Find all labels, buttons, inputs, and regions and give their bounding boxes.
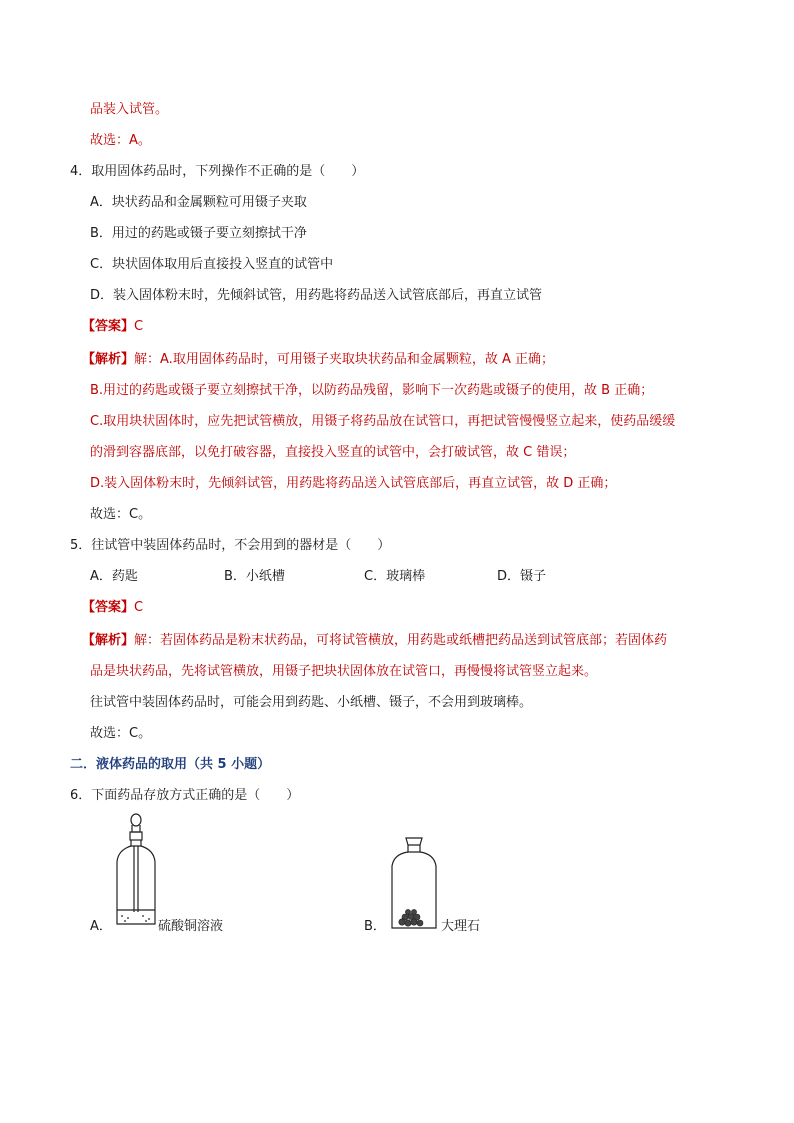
q5-conclusion: 故选：C。 <box>90 726 152 741</box>
q5-option-a: A．药匙 <box>90 569 138 584</box>
q4-analysis-line-2: B.用过的药匙或镊子要立刻擦拭干净，以防药品残留，影响下一次药匙或镊子的使用，故 B 正确； <box>90 383 654 398</box>
q4-option-a: A．块状药品和金属颗粒可用镊子夹取 <box>90 195 307 210</box>
q5-answer <box>82 598 143 618</box>
wide-mouth-bottle-icon <box>388 836 440 932</box>
intro-line-1: 品装入试管。 <box>90 102 169 117</box>
q5-analysis-line-2: 品是块状药品，先将试管横放，用镊子把块状固体放在试管口，再慢慢将试管竖立起来。 <box>90 664 598 679</box>
section-2-title: 二．液体药品的取用（共 5 小题） <box>70 757 271 772</box>
q4-analysis-line-5: D.装入固体粉末时，先倾斜试管，用药匙将药品送入试管底部后，再直立试管，故 D 正确； <box>90 476 617 491</box>
q6-stem: 6．下面药品存放方式正确的是（ ） <box>70 788 300 803</box>
q6-option-a-letter: A． <box>90 919 112 934</box>
q5-answer-label: 【答案】 <box>82 600 135 615</box>
q5-analysis-label: 【解析】 <box>82 633 135 648</box>
dropper-bottle-icon <box>112 812 160 930</box>
q4-option-d: D．装入固体粉末时，先倾斜试管，用药匙将药品送入试管底部后，再直立试管 <box>90 288 543 303</box>
q6-option-b-letter: B． <box>364 919 386 934</box>
intro-conclusion: 故选：A。 <box>90 133 151 148</box>
q5-answer-value: C <box>134 600 144 615</box>
q4-stem: 4．取用固体药品时，下列操作不正确的是（ ） <box>70 164 365 179</box>
q4-analysis-line-4: 的滑到容器底部，以免打破容器，直接投入竖直的试管中，会打破试管，故 C 错误； <box>90 445 576 460</box>
q5-analysis-line-1: 【解析】解：若固体药品是粉末状药品，可将试管横放，用药匙或纸槽把药品送到试管底部；若固体药 <box>82 633 668 648</box>
q5-option-b: B．小纸槽 <box>224 569 285 584</box>
q5-stem: 5．往试管中装固体药品时，不会用到的器材是（ ） <box>70 538 391 553</box>
q6-option-b-label: 大理石 <box>441 919 481 934</box>
q5-option-d: D．镊子 <box>497 569 547 584</box>
q4-conclusion: 故选：C。 <box>90 507 152 522</box>
q4-option-c: C．块状固体取用后直接投入竖直的试管中 <box>90 257 334 272</box>
q4-answer-value: C <box>134 319 144 334</box>
q5-analysis-line-3: 往试管中装固体药品时，可能会用到药匙、小纸槽、镊子，不会用到玻璃棒。 <box>90 695 533 710</box>
q4-answer <box>82 317 143 337</box>
q4-analysis-line-3: C.取用块状固体时，应先把试管横放，用镊子将药品放在试管口，再把试管慢慢竖立起来，使药品缓缓 <box>90 414 676 429</box>
q4-option-b: B．用过的药匙或镊子要立刻擦拭干净 <box>90 226 307 241</box>
q4-analysis-line-1: 【解析】解：A.取用固体药品时，可用镊子夹取块状药品和金属颗粒，故 A 正确； <box>82 352 554 367</box>
q6-option-a-label: 硫酸铜溶液 <box>158 919 224 934</box>
q4-answer-label: 【答案】 <box>82 319 135 334</box>
q5-option-c: C．玻璃棒 <box>364 569 426 584</box>
q4-analysis-label: 【解析】 <box>82 352 135 367</box>
